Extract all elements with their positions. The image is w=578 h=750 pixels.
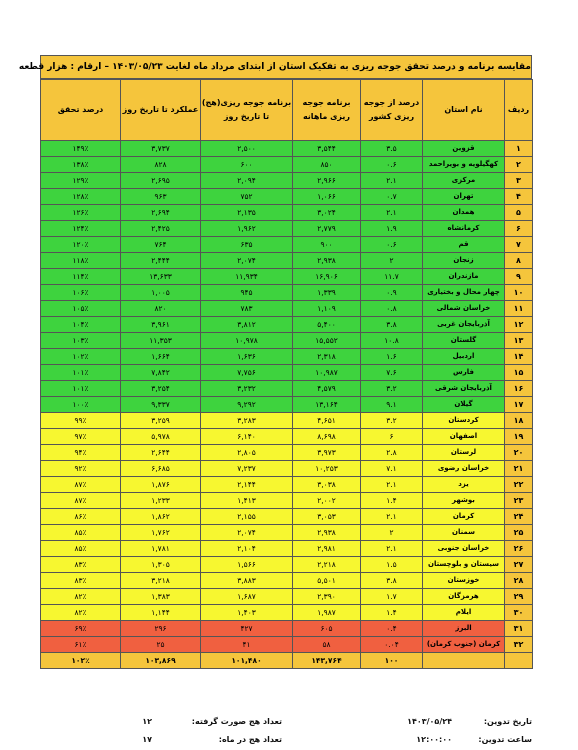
table-row xyxy=(41,269,533,285)
row-province: کهگیلویه و بویراحمد xyxy=(423,157,505,173)
row-plan: ۳,۸۸۳ xyxy=(201,573,293,589)
row-perf: ۱۱,۳۵۳ xyxy=(121,333,201,349)
row-monthly: ۲,۰۰۲ xyxy=(293,493,361,509)
header-plan-to-date: برنامه جوجه ریزی(هج) تا تاریخ روز xyxy=(201,80,293,141)
row-province: اردبیل xyxy=(423,349,505,365)
row-perf: ۹,۳۳۷ xyxy=(121,397,201,413)
row-pct: ۱۲۶٪ xyxy=(41,205,121,221)
row-plan: ۱,۶۳۶ xyxy=(201,349,293,365)
totals-share: ۱۰۰ xyxy=(361,653,423,669)
row-pct: ۱۰۶٪ xyxy=(41,285,121,301)
row-share: ۶ xyxy=(361,429,423,445)
row-perf: ۱,۷۶۲ xyxy=(121,525,201,541)
row-rank: ۱۸ xyxy=(505,413,533,429)
row-pct: ۸۲٪ xyxy=(41,589,121,605)
row-perf: ۲,۴۴۴ xyxy=(121,253,201,269)
table-row xyxy=(41,333,533,349)
hatch-done-label: تعداد هج صورت گرفته: xyxy=(191,717,282,726)
row-rank: ۳۰ xyxy=(505,605,533,621)
table-row xyxy=(41,349,533,365)
row-province: یزد xyxy=(423,477,505,493)
row-pct: ۱۰۵٪ xyxy=(41,301,121,317)
row-share: ۰.۶ xyxy=(361,157,423,173)
row-share: ۲.۱ xyxy=(361,205,423,221)
row-rank: ۱۰ xyxy=(505,285,533,301)
row-share: ۱۱.۷ xyxy=(361,269,423,285)
totals-monthly: ۱۴۳,۷۶۴ xyxy=(293,653,361,669)
row-share: ۲.۱ xyxy=(361,541,423,557)
row-perf: ۱,۳۰۵ xyxy=(121,557,201,573)
table-row xyxy=(41,477,533,493)
table-row xyxy=(41,557,533,573)
table-row xyxy=(41,589,533,605)
row-monthly: ۳,۵۴۴ xyxy=(293,141,361,157)
row-perf: ۳,۷۳۷ xyxy=(121,141,201,157)
footer-row-1 xyxy=(40,713,532,731)
row-monthly: ۳,۹۷۳ xyxy=(293,445,361,461)
row-monthly: ۸,۶۹۸ xyxy=(293,429,361,445)
table-row xyxy=(41,381,533,397)
row-monthly: ۱۳,۱۶۴ xyxy=(293,397,361,413)
row-pct: ۸۷٪ xyxy=(41,493,121,509)
row-monthly: ۵,۴۰۰ xyxy=(293,317,361,333)
row-plan: ۲,۱۰۴ xyxy=(201,541,293,557)
row-plan: ۲,۱۵۵ xyxy=(201,509,293,525)
row-perf: ۲,۶۹۴ xyxy=(121,205,201,221)
table-row xyxy=(41,205,533,221)
row-share: ۰.۷ xyxy=(361,189,423,205)
row-pct: ۸۳٪ xyxy=(41,557,121,573)
table-row xyxy=(41,189,533,205)
row-rank: ۳ xyxy=(505,173,533,189)
table-row xyxy=(41,301,533,317)
table-row xyxy=(41,157,533,173)
row-monthly: ۲,۳۹۰ xyxy=(293,589,361,605)
row-perf: ۱۳,۶۳۳ xyxy=(121,269,201,285)
row-province: قزوین xyxy=(423,141,505,157)
row-perf: ۲۹۶ xyxy=(121,621,201,637)
row-rank: ۲۳ xyxy=(505,493,533,509)
table-row xyxy=(41,237,533,253)
table-row xyxy=(41,397,533,413)
row-plan: ۱۰,۹۷۸ xyxy=(201,333,293,349)
row-plan: ۶,۱۴۰ xyxy=(201,429,293,445)
row-plan: ۷۸۳ xyxy=(201,301,293,317)
row-perf: ۱,۸۷۶ xyxy=(121,477,201,493)
row-rank: ۳۱ xyxy=(505,621,533,637)
row-rank: ۲۷ xyxy=(505,557,533,573)
row-province: فارس xyxy=(423,365,505,381)
row-plan: ۹,۲۹۲ xyxy=(201,397,293,413)
report-footer xyxy=(40,713,532,749)
row-share: ۱.۶ xyxy=(361,349,423,365)
row-share: ۰.۶ xyxy=(361,237,423,253)
row-plan: ۲,۰۷۴ xyxy=(201,253,293,269)
row-province: کرمانشاه xyxy=(423,221,505,237)
row-perf: ۵,۹۷۸ xyxy=(121,429,201,445)
row-perf: ۷,۸۴۲ xyxy=(121,365,201,381)
table-row xyxy=(41,317,533,333)
time-label: ساعت تدوین: xyxy=(478,735,532,744)
totals-row xyxy=(41,653,533,669)
row-pct: ۱۱۴٪ xyxy=(41,269,121,285)
row-province: اصفهان xyxy=(423,429,505,445)
table-body xyxy=(41,141,533,653)
row-province: همدان xyxy=(423,205,505,221)
table-row xyxy=(41,173,533,189)
row-pct: ۹۷٪ xyxy=(41,429,121,445)
row-perf: ۳,۹۶۱ xyxy=(121,317,201,333)
row-plan: ۷۵۲ xyxy=(201,189,293,205)
row-pct: ۱۰۱٪ xyxy=(41,365,121,381)
row-share: ۲.۱ xyxy=(361,477,423,493)
row-monthly: ۱,۰۶۶ xyxy=(293,189,361,205)
row-monthly: ۹۰۰ xyxy=(293,237,361,253)
table-row xyxy=(41,525,533,541)
row-pct: ۹۴٪ xyxy=(41,445,121,461)
row-province: چهار محال و بختیاری xyxy=(423,285,505,301)
row-perf: ۷۶۴ xyxy=(121,237,201,253)
row-plan: ۴۱ xyxy=(201,637,293,653)
row-province: کرمان xyxy=(423,509,505,525)
row-perf: ۸۲۰ xyxy=(121,301,201,317)
row-plan: ۶۰۰ xyxy=(201,157,293,173)
row-perf: ۹۶۳ xyxy=(121,189,201,205)
row-monthly: ۲,۹۶۶ xyxy=(293,173,361,189)
row-rank: ۴ xyxy=(505,189,533,205)
row-share: ۳.۲ xyxy=(361,413,423,429)
row-province: خراسان رضوی xyxy=(423,461,505,477)
row-share: ۲.۱ xyxy=(361,509,423,525)
row-province: خراسان جنوبی xyxy=(423,541,505,557)
row-province: ایلام xyxy=(423,605,505,621)
row-monthly: ۱,۱۰۹ xyxy=(293,301,361,317)
row-province: کرمان (جنوب کرمان) xyxy=(423,637,505,653)
table-row xyxy=(41,493,533,509)
row-rank: ۱ xyxy=(505,141,533,157)
row-share: ۹.۱ xyxy=(361,397,423,413)
totals-plan: ۱۰۱,۴۸۰ xyxy=(201,653,293,669)
row-pct: ۱۱۸٪ xyxy=(41,253,121,269)
row-plan: ۶۳۵ xyxy=(201,237,293,253)
row-province: گلستان xyxy=(423,333,505,349)
row-province: گیلان xyxy=(423,397,505,413)
row-monthly: ۲,۷۷۹ xyxy=(293,221,361,237)
table-row xyxy=(41,621,533,637)
header-realization: درصد تحقق xyxy=(41,80,121,141)
table-row xyxy=(41,253,533,269)
row-share: ۱۰.۸ xyxy=(361,333,423,349)
row-perf: ۱,۸۶۲ xyxy=(121,509,201,525)
row-rank: ۲۸ xyxy=(505,573,533,589)
row-perf: ۳,۲۵۴ xyxy=(121,381,201,397)
row-pct: ۱۲۸٪ xyxy=(41,189,121,205)
row-rank: ۱۹ xyxy=(505,429,533,445)
row-share: ۷.۱ xyxy=(361,461,423,477)
row-province: مرکزی xyxy=(423,173,505,189)
date-label: تاریخ تدوین: xyxy=(483,717,532,726)
row-rank: ۲۶ xyxy=(505,541,533,557)
row-pct: ۱۰۱٪ xyxy=(41,381,121,397)
table-row xyxy=(41,413,533,429)
row-monthly: ۱,۹۸۷ xyxy=(293,605,361,621)
row-pct: ۸۵٪ xyxy=(41,541,121,557)
row-pct: ۹۲٪ xyxy=(41,461,121,477)
date-value: ۱۴۰۳/۰۵/۲۴ xyxy=(407,717,452,726)
row-rank: ۱۷ xyxy=(505,397,533,413)
header-row xyxy=(41,80,533,141)
row-monthly: ۱۵,۵۵۲ xyxy=(293,333,361,349)
row-rank: ۲۴ xyxy=(505,509,533,525)
row-plan: ۴۲۷ xyxy=(201,621,293,637)
report-sheet xyxy=(18,55,532,669)
table-row xyxy=(41,285,533,301)
row-province: بوشهر xyxy=(423,493,505,509)
row-province: آذربایجان شرقی xyxy=(423,381,505,397)
table-row xyxy=(41,429,533,445)
row-province: سمنان xyxy=(423,525,505,541)
row-share: ۳.۲ xyxy=(361,381,423,397)
row-share: ۲.۸ xyxy=(361,445,423,461)
row-plan: ۱,۴۱۳ xyxy=(201,493,293,509)
row-rank: ۲۹ xyxy=(505,589,533,605)
row-province: تهران xyxy=(423,189,505,205)
row-perf: ۳,۲۱۸ xyxy=(121,573,201,589)
row-plan: ۷,۷۵۶ xyxy=(201,365,293,381)
row-plan: ۱,۴۰۳ xyxy=(201,605,293,621)
hatch-month-value: ۱۷ xyxy=(142,735,152,744)
table-row xyxy=(41,637,533,653)
row-perf: ۳,۲۵۹ xyxy=(121,413,201,429)
row-monthly: ۸۵۰ xyxy=(293,157,361,173)
row-plan: ۲,۱۳۵ xyxy=(201,205,293,221)
row-perf: ۲,۶۹۵ xyxy=(121,173,201,189)
row-share: ۰.۸ xyxy=(361,301,423,317)
row-perf: ۶,۶۸۵ xyxy=(121,461,201,477)
row-rank: ۷ xyxy=(505,237,533,253)
row-pct: ۸۶٪ xyxy=(41,509,121,525)
totals-pct: ۱۰۲٪ xyxy=(41,653,121,669)
row-rank: ۱۶ xyxy=(505,381,533,397)
row-perf: ۱,۳۸۳ xyxy=(121,589,201,605)
row-pct: ۱۴۹٪ xyxy=(41,141,121,157)
row-perf: ۲,۶۴۴ xyxy=(121,445,201,461)
row-monthly: ۱۰,۲۵۳ xyxy=(293,461,361,477)
table-row xyxy=(41,141,533,157)
row-rank: ۱۲ xyxy=(505,317,533,333)
row-perf: ۲,۴۲۵ xyxy=(121,221,201,237)
row-monthly: ۱,۳۳۹ xyxy=(293,285,361,301)
row-province: زنجان xyxy=(423,253,505,269)
row-plan: ۲,۰۹۴ xyxy=(201,173,293,189)
row-rank: ۶ xyxy=(505,221,533,237)
table-row xyxy=(41,221,533,237)
row-pct: ۱۲۹٪ xyxy=(41,173,121,189)
row-rank: ۱۵ xyxy=(505,365,533,381)
table-row xyxy=(41,605,533,621)
row-perf: ۱,۰۰۵ xyxy=(121,285,201,301)
row-pct: ۱۰۴٪ xyxy=(41,317,121,333)
row-plan: ۹۴۵ xyxy=(201,285,293,301)
row-rank: ۲۱ xyxy=(505,461,533,477)
table-row xyxy=(41,461,533,477)
row-monthly: ۲,۹۳۸ xyxy=(293,525,361,541)
row-province: خوزستان xyxy=(423,573,505,589)
row-pct: ۸۲٪ xyxy=(41,605,121,621)
totals-province xyxy=(423,653,505,669)
row-rank: ۱۳ xyxy=(505,333,533,349)
time-value: ۱۲:۰۰:۰۰ xyxy=(416,735,452,744)
row-rank: ۸ xyxy=(505,253,533,269)
row-share: ۲ xyxy=(361,253,423,269)
row-plan: ۱,۶۸۷ xyxy=(201,589,293,605)
hatch-month-label: تعداد هج در ماه: xyxy=(218,735,282,744)
row-share: ۲ xyxy=(361,525,423,541)
row-pct: ۱۰۰٪ xyxy=(41,397,121,413)
row-pct: ۱۰۳٪ xyxy=(41,333,121,349)
row-share: ۳.۸ xyxy=(361,573,423,589)
header-province: نام استان xyxy=(423,80,505,141)
row-plan: ۲,۸۰۵ xyxy=(201,445,293,461)
row-monthly: ۱۶,۹۰۶ xyxy=(293,269,361,285)
row-share: ۱.۴ xyxy=(361,493,423,509)
row-plan: ۳,۸۱۲ xyxy=(201,317,293,333)
report-title: مقایسه برنامه و درصد تحقق جوجه ریزی به تفکیک استان از ابتدای مرداد ماه لغایت ۱۴۰۳/۰۵/۲۳ – ارقام : هزار قطعه xyxy=(40,55,532,79)
row-perf: ۱,۶۶۴ xyxy=(121,349,201,365)
row-province: خراسان شمالی xyxy=(423,301,505,317)
row-plan: ۲,۱۴۴ xyxy=(201,477,293,493)
row-rank: ۲۵ xyxy=(505,525,533,541)
row-monthly: ۴,۶۵۱ xyxy=(293,413,361,429)
row-province: سیستان و بلوچستان xyxy=(423,557,505,573)
row-province: البرز xyxy=(423,621,505,637)
header-rank: ردیف xyxy=(505,80,533,141)
row-share: ۱.۵ xyxy=(361,557,423,573)
row-rank: ۲ xyxy=(505,157,533,173)
row-share: ۳.۵ xyxy=(361,141,423,157)
totals-perf: ۱۰۳,۸۶۹ xyxy=(121,653,201,669)
row-monthly: ۱۰,۹۸۷ xyxy=(293,365,361,381)
row-share: ۰.۰۴ xyxy=(361,637,423,653)
row-province: هرمزگان xyxy=(423,589,505,605)
row-perf: ۸۲۸ xyxy=(121,157,201,173)
table-row xyxy=(41,445,533,461)
row-plan: ۱,۵۶۶ xyxy=(201,557,293,573)
row-plan: ۲,۰۷۴ xyxy=(201,525,293,541)
row-rank: ۱۴ xyxy=(505,349,533,365)
row-share: ۰.۹ xyxy=(361,285,423,301)
row-plan: ۱۱,۹۳۴ xyxy=(201,269,293,285)
row-share: ۳.۸ xyxy=(361,317,423,333)
row-share: ۱.۷ xyxy=(361,589,423,605)
row-pct: ۱۲۰٪ xyxy=(41,237,121,253)
row-province: آذربایجان غربی xyxy=(423,317,505,333)
row-pct: ۱۳۸٪ xyxy=(41,157,121,173)
row-pct: ۸۳٪ xyxy=(41,573,121,589)
table-row xyxy=(41,365,533,381)
row-plan: ۱,۹۶۲ xyxy=(201,221,293,237)
row-pct: ۶۹٪ xyxy=(41,621,121,637)
row-share: ۱.۴ xyxy=(361,605,423,621)
header-performance: عملکرد تا تاریخ روز xyxy=(121,80,201,141)
row-rank: ۹ xyxy=(505,269,533,285)
row-perf: ۱,۷۸۱ xyxy=(121,541,201,557)
row-monthly: ۲,۲۱۸ xyxy=(293,557,361,573)
row-share: ۲.۱ xyxy=(361,173,423,189)
table-row xyxy=(41,541,533,557)
row-monthly: ۲,۳۱۸ xyxy=(293,349,361,365)
row-pct: ۱۲۴٪ xyxy=(41,221,121,237)
row-monthly: ۲,۹۸۱ xyxy=(293,541,361,557)
row-pct: ۱۰۲٪ xyxy=(41,349,121,365)
row-pct: ۸۵٪ xyxy=(41,525,121,541)
row-rank: ۲۲ xyxy=(505,477,533,493)
row-pct: ۶۱٪ xyxy=(41,637,121,653)
row-share: ۰.۴ xyxy=(361,621,423,637)
row-monthly: ۶۰۵ xyxy=(293,621,361,637)
totals-rank xyxy=(505,653,533,669)
row-monthly: ۵۸ xyxy=(293,637,361,653)
row-share: ۱.۹ xyxy=(361,221,423,237)
hatching-table xyxy=(40,79,533,669)
row-province: مازندران xyxy=(423,269,505,285)
row-pct: ۹۹٪ xyxy=(41,413,121,429)
hatch-done-value: ۱۲ xyxy=(142,717,152,726)
row-plan: ۳,۲۳۲ xyxy=(201,381,293,397)
row-monthly: ۴,۵۷۹ xyxy=(293,381,361,397)
row-plan: ۷,۲۳۷ xyxy=(201,461,293,477)
header-country-share: درصد از جوجه ریزی کشور xyxy=(361,80,423,141)
row-rank: ۵ xyxy=(505,205,533,221)
row-monthly: ۲,۹۳۸ xyxy=(293,253,361,269)
row-plan: ۲,۵۰۰ xyxy=(201,141,293,157)
row-province: لرستان xyxy=(423,445,505,461)
row-province: قم xyxy=(423,237,505,253)
row-monthly: ۳,۰۳۸ xyxy=(293,477,361,493)
row-perf: ۲۵ xyxy=(121,637,201,653)
row-perf: ۱,۲۳۳ xyxy=(121,493,201,509)
row-share: ۷.۶ xyxy=(361,365,423,381)
row-monthly: ۳,۰۵۳ xyxy=(293,509,361,525)
row-plan: ۳,۲۸۳ xyxy=(201,413,293,429)
row-rank: ۳۲ xyxy=(505,637,533,653)
footer-row-2 xyxy=(40,731,532,749)
row-rank: ۲۰ xyxy=(505,445,533,461)
header-monthly-plan: برنامه جوجه ریزی ماهانه xyxy=(293,80,361,141)
row-perf: ۱,۱۴۴ xyxy=(121,605,201,621)
row-pct: ۸۷٪ xyxy=(41,477,121,493)
row-province: کردستان xyxy=(423,413,505,429)
row-monthly: ۳,۰۲۴ xyxy=(293,205,361,221)
table-row xyxy=(41,573,533,589)
table-row xyxy=(41,509,533,525)
row-monthly: ۵,۵۰۱ xyxy=(293,573,361,589)
row-rank: ۱۱ xyxy=(505,301,533,317)
